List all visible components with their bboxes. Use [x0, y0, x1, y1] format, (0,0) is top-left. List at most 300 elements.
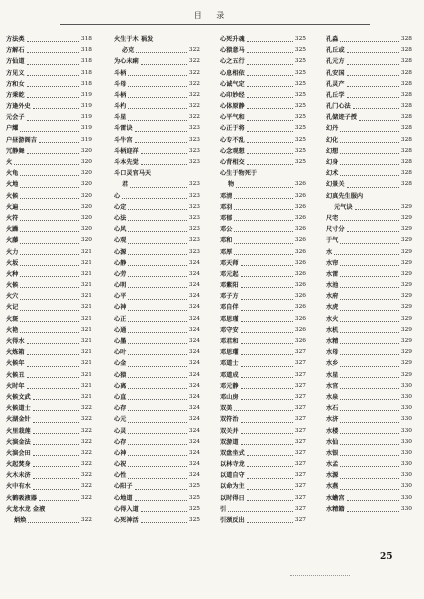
- toc-entry-title: 方见义: [6, 69, 25, 77]
- leader-dots: [20, 265, 79, 266]
- toc-entry: [326, 68, 412, 79]
- leader-dots: [340, 433, 399, 434]
- toc-entry-page: 325: [294, 35, 306, 42]
- toc-entry-title: 火候文武: [6, 393, 31, 401]
- toc-entry: [114, 179, 200, 190]
- toc-entry-title: 斗柄: [114, 69, 127, 77]
- toc-entry-page: 323: [188, 203, 200, 210]
- toc-entry-page: 330: [400, 405, 412, 412]
- toc-entry-title: 火坂: [6, 259, 19, 267]
- leader-dots: [340, 41, 399, 42]
- toc-entry: [326, 493, 412, 504]
- toc-entry: [220, 403, 306, 414]
- toc-entry-page: 321: [80, 293, 92, 300]
- leader-dots: [128, 399, 187, 400]
- toc-entry-page: 319: [80, 103, 92, 110]
- toc-entry: [114, 280, 200, 291]
- toc-entry-page: 327: [294, 405, 306, 412]
- toc-entry-page: 329: [400, 226, 412, 233]
- toc-entry: [326, 34, 412, 45]
- toc-entry-title: 水池: [326, 282, 339, 290]
- leader-dots: [340, 131, 399, 132]
- toc-entry-title: 水蟾宫: [326, 494, 345, 502]
- toc-entry-title: 方和女: [6, 80, 25, 88]
- toc-entry-page: 326: [294, 270, 306, 277]
- leader-dots: [353, 108, 399, 109]
- leader-dots: [20, 254, 79, 255]
- leader-dots: [128, 455, 187, 456]
- leader-dots: [247, 75, 293, 76]
- toc-entry-page: 328: [400, 114, 412, 121]
- leader-dots: [27, 343, 79, 344]
- toc-entry: [220, 90, 306, 101]
- toc-entry-page: 326: [294, 237, 306, 244]
- toc-entry-page: 328: [400, 103, 412, 110]
- toc-entry: [6, 68, 92, 79]
- toc-entry: [220, 470, 306, 481]
- toc-entry: [326, 336, 412, 347]
- toc-entry-title: 双关并: [220, 427, 239, 435]
- toc-entry-page: 330: [400, 438, 412, 445]
- toc-entry: [114, 459, 200, 470]
- toc-entry: [220, 79, 306, 90]
- toc-entry: [114, 202, 200, 213]
- leader-dots: [33, 466, 79, 467]
- toc-entry-title: 君: [122, 181, 129, 189]
- toc-entry-title: 幻化: [326, 136, 339, 144]
- toc-entry: [326, 224, 412, 235]
- toc-entry-title: 方秉乾: [6, 91, 25, 99]
- toc-entry: [114, 146, 200, 157]
- toc-entry-title: 斗杓: [114, 103, 127, 111]
- toc-entry-title: 心观: [114, 237, 127, 245]
- toc-entry-page: 325: [294, 80, 306, 87]
- leader-dots: [247, 120, 293, 121]
- toc-entry-page: 319: [80, 125, 92, 132]
- leader-dots: [340, 388, 399, 389]
- toc-entry-title: 邓君和: [220, 338, 239, 346]
- toc-entry: [6, 303, 92, 314]
- toc-entry: [326, 482, 412, 493]
- toc-entry-page: 329: [400, 349, 412, 356]
- toc-entry-page: 325: [188, 505, 200, 512]
- leader-dots: [39, 500, 79, 501]
- toc-entry: [6, 336, 92, 347]
- leader-dots: [20, 243, 79, 244]
- leader-dots: [359, 120, 399, 121]
- toc-entry: [326, 213, 412, 224]
- toc-entry-title: 邓道士: [220, 360, 239, 368]
- leader-dots: [334, 254, 399, 255]
- toc-entry: [326, 258, 412, 269]
- toc-entry: [6, 358, 92, 369]
- toc-entry-page: 318: [80, 47, 92, 54]
- toc-entry-title: 斗口灵官马天: [114, 170, 152, 178]
- leader-dots: [20, 220, 79, 221]
- toc-entry-title: 火龟: [6, 170, 19, 178]
- toc-entry: [326, 56, 412, 67]
- toc-entry: [6, 213, 92, 224]
- toc-entry-title: 孔门心法: [326, 103, 351, 111]
- toc-entry-title: 火符: [6, 214, 19, 222]
- toc-entry-title: 双游道: [220, 438, 239, 446]
- toc-entry: [6, 124, 92, 135]
- toc-entry-page: 323: [188, 214, 200, 221]
- toc-column-2: [114, 34, 200, 526]
- toc-entry: [114, 470, 200, 481]
- toc-entry-page: 318: [80, 69, 92, 76]
- toc-entry-title: 火藤: [6, 237, 19, 245]
- leader-dots: [247, 108, 293, 109]
- toc-entry-title: 心诚气定: [220, 80, 245, 88]
- toc-entry-page: 326: [294, 259, 306, 266]
- toc-entry-page: 323: [188, 192, 200, 199]
- toc-column-1: [6, 34, 92, 526]
- leader-dots: [27, 354, 79, 355]
- leader-dots: [241, 321, 293, 322]
- toc-entry: [326, 504, 412, 515]
- toc-entry: [114, 437, 200, 448]
- toc-entry-page: 320: [80, 181, 92, 188]
- toc-entry-page: 320: [80, 203, 92, 210]
- toc-entry-title: 心之五行: [220, 58, 245, 66]
- toc-entry-title: 心祝: [114, 461, 127, 469]
- leader-dots: [241, 343, 293, 344]
- toc-entry-page: 324: [188, 282, 200, 289]
- leader-dots: [355, 209, 399, 210]
- toc-entry: [6, 90, 92, 101]
- leader-dots: [33, 399, 79, 400]
- toc-entry: [220, 493, 306, 504]
- leader-dots: [241, 422, 293, 423]
- toc-entry-page: 321: [80, 326, 92, 333]
- leader-dots: [247, 153, 293, 154]
- toc-entry-page: 318: [80, 58, 92, 65]
- leader-dots: [340, 321, 399, 322]
- toc-entry-title: 火生于木 祸发: [114, 35, 154, 43]
- toc-entry-page: 326: [294, 248, 306, 255]
- toc-entry-page: 321: [80, 371, 92, 378]
- toc-entry-page: 327: [294, 416, 306, 423]
- toc-entry: [6, 381, 92, 392]
- leader-dots: [141, 153, 187, 154]
- toc-entry: [326, 157, 412, 168]
- toc-entry-title: 孔元方: [326, 58, 345, 66]
- toc-entry-page: 318: [80, 35, 92, 42]
- toc-entry-title: 幻想: [326, 147, 339, 155]
- toc-entry-page: 326: [294, 192, 306, 199]
- toc-entry-page: 320: [80, 147, 92, 154]
- toc-entry-title: 引: [220, 505, 227, 513]
- toc-entry: [326, 370, 412, 381]
- toc-entry-page: 324: [188, 315, 200, 322]
- toc-entry-page: 329: [400, 259, 412, 266]
- toc-entry: [220, 213, 306, 224]
- leader-dots: [128, 276, 187, 277]
- toc-entry-page: 330: [400, 416, 412, 423]
- toc-entry-page: 325: [294, 58, 306, 65]
- leader-dots: [141, 511, 187, 512]
- toc-entry: [114, 358, 200, 369]
- toc-entry-page: 319: [80, 91, 92, 98]
- toc-entry-page: 329: [400, 248, 412, 255]
- toc-entry-title: 心息相依: [220, 69, 245, 77]
- toc-entry: [6, 482, 92, 493]
- toc-entry-title: 水仙: [326, 438, 339, 446]
- toc-entry: [220, 515, 306, 526]
- leader-dots: [340, 287, 399, 288]
- toc-entry-title: 方解石: [6, 47, 25, 55]
- leader-dots: [128, 243, 187, 244]
- toc-entry-page: 319: [80, 136, 92, 143]
- toc-entry: [114, 191, 200, 202]
- leader-dots: [128, 478, 187, 479]
- toc-entry-title: 幻术: [326, 170, 339, 178]
- toc-entry: [220, 56, 306, 67]
- toc-entry-page: 326: [294, 315, 306, 322]
- toc-entry-page: 321: [80, 382, 92, 389]
- toc-entry: [220, 482, 306, 493]
- toc-entry: [6, 157, 92, 168]
- toc-entry-title: 幻景关: [326, 181, 345, 189]
- toc-entry: [114, 493, 200, 504]
- leader-dots: [347, 231, 399, 232]
- toc-entry-title: 水官: [326, 382, 339, 390]
- toc-entry: [326, 448, 412, 459]
- leader-dots: [347, 64, 399, 65]
- toc-entry-page: 324: [188, 405, 200, 412]
- leader-dots: [340, 243, 399, 244]
- toc-entry: [114, 68, 200, 79]
- leader-dots: [247, 97, 293, 98]
- toc-entry: [114, 247, 200, 258]
- toc-entry: [220, 124, 306, 135]
- toc-entry: [114, 426, 200, 437]
- toc-entry-title: 邓元静: [220, 382, 239, 390]
- leader-dots: [340, 175, 399, 176]
- leader-dots: [347, 500, 399, 501]
- toc-entry-title: 火里栽莲: [6, 427, 31, 435]
- toc-entry: [114, 235, 200, 246]
- toc-entry-page: 324: [188, 304, 200, 311]
- toc-entry: [326, 235, 412, 246]
- toc-entry: [114, 392, 200, 403]
- leader-dots: [128, 265, 187, 266]
- leader-dots: [340, 299, 399, 300]
- leader-dots: [340, 153, 399, 154]
- toc-entry: [220, 247, 306, 258]
- toc-entry: [326, 280, 412, 291]
- toc-entry: [220, 336, 306, 347]
- toc-entry: [220, 381, 306, 392]
- toc-entry-page: 329: [400, 338, 412, 345]
- leader-dots: [27, 75, 79, 76]
- toc-entry: [114, 448, 200, 459]
- toc-entry-title: 水乡: [326, 360, 339, 368]
- toc-entry: [220, 426, 306, 437]
- toc-entry: [114, 45, 200, 56]
- leader-dots: [141, 522, 187, 523]
- leader-dots: [241, 265, 293, 266]
- leader-dots: [33, 410, 79, 411]
- toc-entry-page: 329: [400, 360, 412, 367]
- toc-entry-title: 水精籍: [326, 505, 345, 513]
- toc-entry: [114, 381, 200, 392]
- toc-entry-title: 双美: [220, 405, 233, 413]
- toc-entry-title: 邓子方: [220, 293, 239, 301]
- toc-entry-title: 火候: [6, 282, 19, 290]
- toc-entry-page: 324: [188, 393, 200, 400]
- toc-entry-title: 心静: [114, 259, 127, 267]
- leader-dots: [141, 164, 187, 165]
- toc-entry-title: 心直: [114, 393, 127, 401]
- leader-dots: [27, 52, 79, 53]
- toc-entry: [114, 56, 200, 67]
- toc-entry: [6, 56, 92, 67]
- toc-entry: [220, 191, 306, 202]
- toc-entry-page: 324: [188, 293, 200, 300]
- toc-entry-page: 323: [188, 159, 200, 166]
- toc-entry: [220, 101, 306, 112]
- toc-entry-title: 心死升魂: [220, 35, 245, 43]
- toc-entry: [326, 112, 412, 123]
- toc-entry-title: 火艳: [6, 326, 19, 334]
- toc-entry-title: 心定: [114, 203, 127, 211]
- toc-entry-page: 320: [80, 214, 92, 221]
- toc-entry-title: 邓元起: [220, 270, 239, 278]
- toc-entry: [220, 68, 306, 79]
- leader-dots: [128, 75, 187, 76]
- toc-entry-page: 329: [400, 315, 412, 322]
- toc-entry-page: 322: [188, 69, 200, 76]
- toc-entry-title: 于气: [326, 237, 339, 245]
- toc-entry: [6, 146, 92, 157]
- toc-entry-title: 火躁: [6, 226, 19, 234]
- toc-entry-title: 双符治: [220, 416, 239, 424]
- leader-dots: [340, 310, 399, 311]
- leader-dots: [241, 366, 293, 367]
- toc-entry: [114, 213, 200, 224]
- toc-entry-page: 329: [400, 237, 412, 244]
- leader-dots: [340, 276, 399, 277]
- toc-entry: [326, 381, 412, 392]
- toc-entry-title: 幻身: [326, 159, 339, 167]
- toc-entry-title: 为心未痢: [114, 58, 139, 66]
- toc-entry: [326, 45, 412, 56]
- toc-entry-page: 322: [80, 517, 92, 524]
- toc-entry: [220, 258, 306, 269]
- toc-entry-page: 320: [80, 226, 92, 233]
- toc-entry-page: 327: [294, 472, 306, 479]
- toc-entry-page: 327: [294, 371, 306, 378]
- toc-entry-title: 心正: [114, 315, 127, 323]
- toc-entry-title: 孔储迹子授: [326, 114, 357, 122]
- leader-dots: [247, 522, 293, 523]
- toc-entry-page: 328: [400, 47, 412, 54]
- toc-entry-title: 火候年: [6, 360, 25, 368]
- toc-entry-page: 326: [294, 181, 306, 188]
- toc-entry-page: 328: [400, 125, 412, 132]
- toc-entry-title: 心平: [114, 293, 127, 301]
- toc-entry-title: 水精: [326, 338, 339, 346]
- leader-dots: [27, 64, 79, 65]
- toc-entry: [326, 269, 412, 280]
- toc-entry-title: 水济: [326, 416, 339, 424]
- toc-entry-title: 孔淼: [326, 35, 339, 43]
- leader-dots: [33, 444, 79, 445]
- toc-entry-page: 322: [188, 58, 200, 65]
- toc-entry-page: 322: [80, 494, 92, 501]
- toc-entry: [114, 291, 200, 302]
- toc-entry-title: 水燕: [326, 483, 339, 491]
- toc-entry-title: 孔灵产: [326, 80, 345, 88]
- toc-entry-title: 心阳子: [114, 483, 133, 491]
- toc-entry-title: 心: [114, 192, 121, 200]
- leader-dots: [234, 254, 293, 255]
- toc-entry-page: 326: [294, 304, 306, 311]
- toc-entry-page: 330: [400, 505, 412, 512]
- toc-entry-title: 以命为主: [220, 483, 245, 491]
- toc-entry: [114, 157, 200, 168]
- toc-entry: [326, 347, 412, 358]
- leader-dots: [247, 489, 293, 490]
- toc-entry: [114, 515, 200, 526]
- toc-entry: [220, 358, 306, 369]
- leader-dots: [33, 108, 79, 109]
- toc-entry-page: 325: [294, 159, 306, 166]
- toc-entry: [6, 258, 92, 269]
- toc-entry-page: 327: [294, 438, 306, 445]
- toc-entry-page: 326: [294, 282, 306, 289]
- toc-entry: [6, 235, 92, 246]
- leader-dots: [241, 444, 293, 445]
- leader-dots: [128, 299, 187, 300]
- toc-entry-page: 330: [400, 393, 412, 400]
- toc-entry-page: 330: [400, 461, 412, 468]
- leader-dots: [247, 52, 293, 53]
- toc-entry: [220, 112, 306, 123]
- toc-entry: [220, 303, 306, 314]
- toc-entry-title: 邓思瑾: [220, 315, 239, 323]
- toc-entry: [6, 370, 92, 381]
- toc-entry-page: 322: [80, 449, 92, 456]
- toc-entry: [326, 291, 412, 302]
- toc-entry-page: 329: [400, 270, 412, 277]
- leader-dots: [340, 343, 399, 344]
- toc-entry-page: 329: [400, 326, 412, 333]
- leader-dots: [241, 377, 293, 378]
- leader-dots: [241, 276, 293, 277]
- toc-entry: [6, 202, 92, 213]
- toc-entry-page: 327: [294, 494, 306, 501]
- leader-dots: [241, 287, 293, 288]
- toc-entry-title: 水银: [326, 449, 339, 457]
- toc-entry: [220, 291, 306, 302]
- toc-entry-title: 水: [326, 248, 333, 256]
- toc-entry: [220, 45, 306, 56]
- toc-entry-title: 心神: [114, 304, 127, 312]
- toc-entry: [114, 370, 200, 381]
- toc-entry-page: 325: [294, 91, 306, 98]
- leader-dots: [234, 209, 293, 210]
- toc-entry: [6, 112, 92, 123]
- toc-entry: [114, 325, 200, 336]
- leader-dots: [241, 310, 293, 311]
- toc-entry-page: 326: [294, 203, 306, 210]
- toc-entry: [326, 303, 412, 314]
- toc-entry-page: 330: [400, 449, 412, 456]
- toc-entry: [220, 168, 306, 179]
